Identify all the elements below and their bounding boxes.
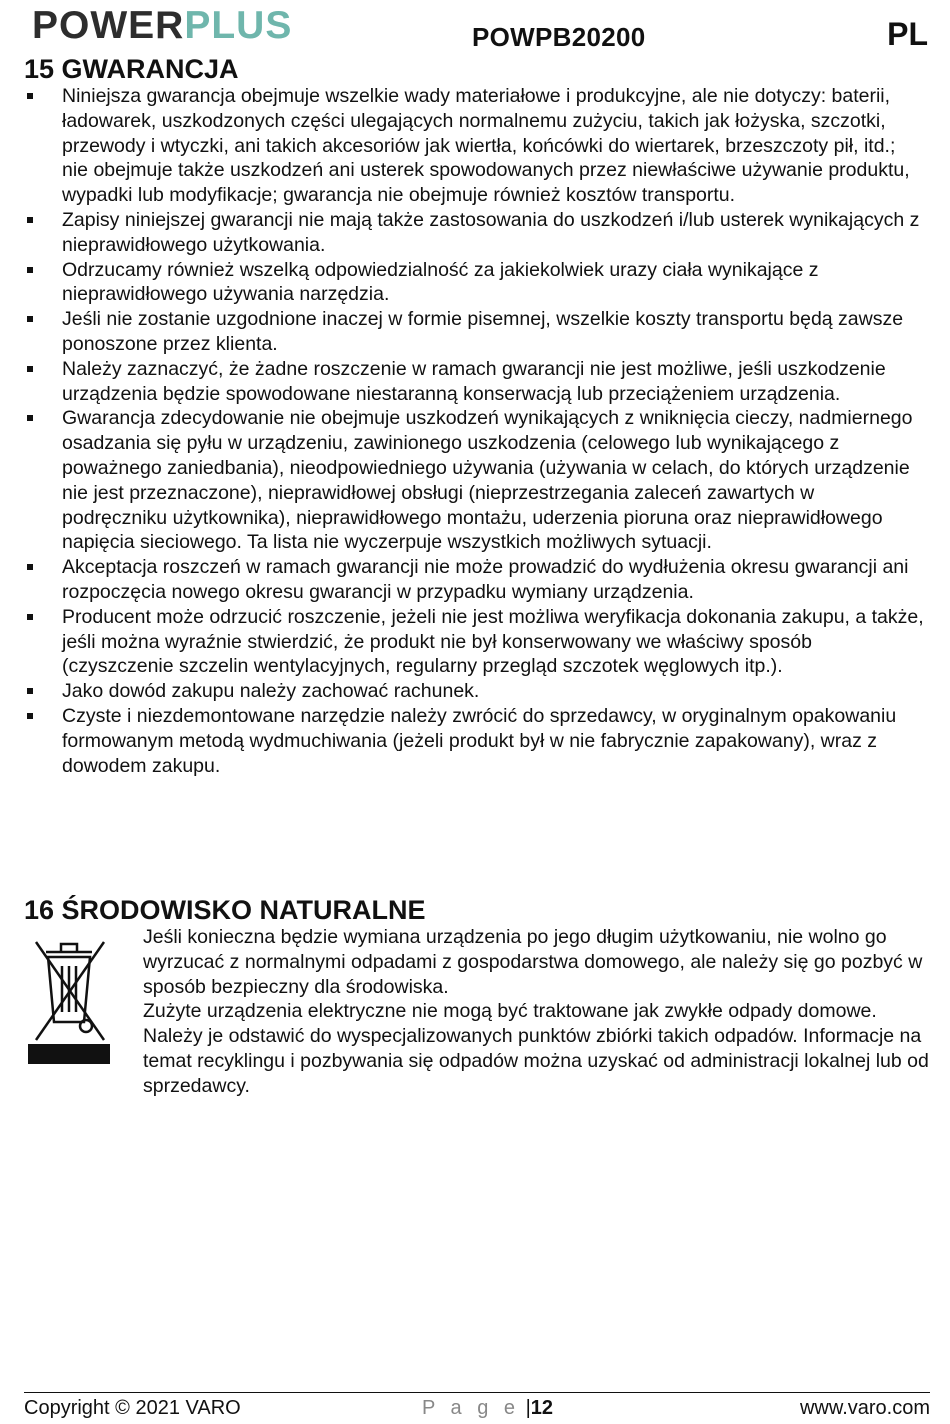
list-item: Gwarancja zdecydowanie nie obejmuje uszkodzeń wynikających z wniknięcia cieczy, nadmiernego osadzania się pyłu w urządzeniu, zawinionego uszkodzenia (celowego lub wynikającego z poważnego zaniedbania), nieodpowiedniego używania (używania w celach, do których urządzenie nie jest przeznaczone), nieprawidłowej obsługi (nieprzestrzegania zaleceń zawartych w podręczniku użytkownika), nieprawidłowego montażu, uderzenia pioruna oraz nieprawidłowego napięcia sieciowego. Ta lista nie wyczerpuje wszystkich możliwych sytuacji. xyxy=(24,406,924,555)
list-item: Producent może odrzucić roszczenie, jeżeli nie jest możliwa weryfikacja dokonania zakupu, a także, jeśli można wyraźnie stwierdzić, że produkt nie był konserwowany we właściwy sposób (czyszczenie szczelin wentylacyjnych, regularny przegląd szczotek węglowych itp.). xyxy=(24,605,924,679)
bullet-icon xyxy=(27,366,33,372)
environment-text xyxy=(143,925,933,1099)
list-item: Jako dowód zakupu należy zachować rachunek. xyxy=(24,679,924,704)
brand-logo: POWERPLUS xyxy=(32,4,293,47)
bullet-icon xyxy=(27,415,33,421)
bullet-icon xyxy=(27,564,33,570)
list-item: Zapisy niniejszej gwarancji nie mają także zastosowania do uszkodzeń i/lub usterek wynikających z nieprawidłowego użytkowania. xyxy=(24,208,924,258)
environment-paragraph: Zużyte urządzenia elektryczne nie mogą być traktowane jak zwykłe odpady domowe. Należy je odstawić do wyspecjalizowanych punktów zbiórki takich odpadów. Informacje na temat recyklingu i pozbywania się odpadów można uzyskać od administracji lokalnej lub od sprzedawcy. xyxy=(143,1000,929,1097)
list-item: Akceptacja roszczeń w ramach gwarancji nie może prowadzić do wydłużenia okresu gwarancji ani rozpoczęcia nowego okresu gwarancji w przypadku wymiany urządzenia. xyxy=(24,555,924,605)
bullet-icon xyxy=(27,614,33,620)
section-title-warranty: 15 GWARANCJA xyxy=(24,54,239,84)
warranty-list xyxy=(24,84,924,778)
page-number: 12 xyxy=(530,1397,554,1419)
list-item: Czyste i niezdemontowane narzędzie należy zwrócić do sprzedawcy, w oryginalnym opakowaniu formowanym metodą wydmuchiwania (jeżeli produkt był w nie fabrycznie zapakowany), wraz z dowodem zakupu. xyxy=(24,704,924,778)
crossed-out-wheelie-bin-icon xyxy=(24,930,114,1070)
list-item: Niniejsza gwarancja obejmuje wszelkie wady materiałowe i produkcyjne, ale nie dotyczy: baterii, ładowarek, uszkodzonych części ulegających normalnemu zużyciu, takich jak łożyska, szczotki, przewody i wtyczki, ani takich akcesoriów jak wiertła, końcówki do wiertarek, brzeszczoty pił, itd.; nie obejmuje także uszkodzeń ani usterek spowodowanych przez niewłaściwe używanie produktu, wypadki lub modyfikacje; gwarancja nie obejmuje również kosztów transportu. xyxy=(24,84,924,208)
language-code: PL xyxy=(887,16,928,52)
bullet-icon xyxy=(27,267,33,273)
bullet-icon xyxy=(27,217,33,223)
copyright-text: Copyright © 2021 VARO xyxy=(24,1397,241,1419)
model-number: POWPB20200 xyxy=(472,22,646,52)
list-item: Odrzucamy również wszelką odpowiedzialność za jakiekolwiek urazy ciała wynikające z nieprawidłowego używania narzędzia. xyxy=(24,258,924,308)
page-footer xyxy=(24,1397,930,1423)
bullet-icon xyxy=(27,93,33,99)
section-title-environment: 16 ŚRODOWISKO NATURALNE xyxy=(24,895,426,925)
bullet-icon xyxy=(27,688,33,694)
list-item: Należy zaznaczyć, że żadne roszczenie w ramach gwarancji nie jest możliwe, jeśli uszkodzenie urządzenia będzie spowodowane niestaranną konserwacją lub przeciążeniem urządzenia. xyxy=(24,357,924,407)
website-link[interactable]: www.varo.com xyxy=(799,1397,930,1419)
list-item: Jeśli nie zostanie uzgodnione inaczej w formie pisemnej, wszelkie koszty transportu będą zawsze ponoszone przez klienta. xyxy=(24,307,924,357)
bullet-icon xyxy=(27,713,33,719)
environment-paragraph: Jeśli konieczna będzie wymiana urządzenia po jego długim użytkowaniu, nie wolno go wyrzucać z normalnymi odpadami z gospodarstwa domowego, ale należy się go pozbyć w sposób bezpieczny dla środowiska. xyxy=(143,926,923,998)
footer-divider xyxy=(24,1392,930,1393)
page-indicator: P a g e |12 xyxy=(422,1397,554,1419)
page-header xyxy=(24,2,930,54)
bullet-icon xyxy=(27,316,33,322)
